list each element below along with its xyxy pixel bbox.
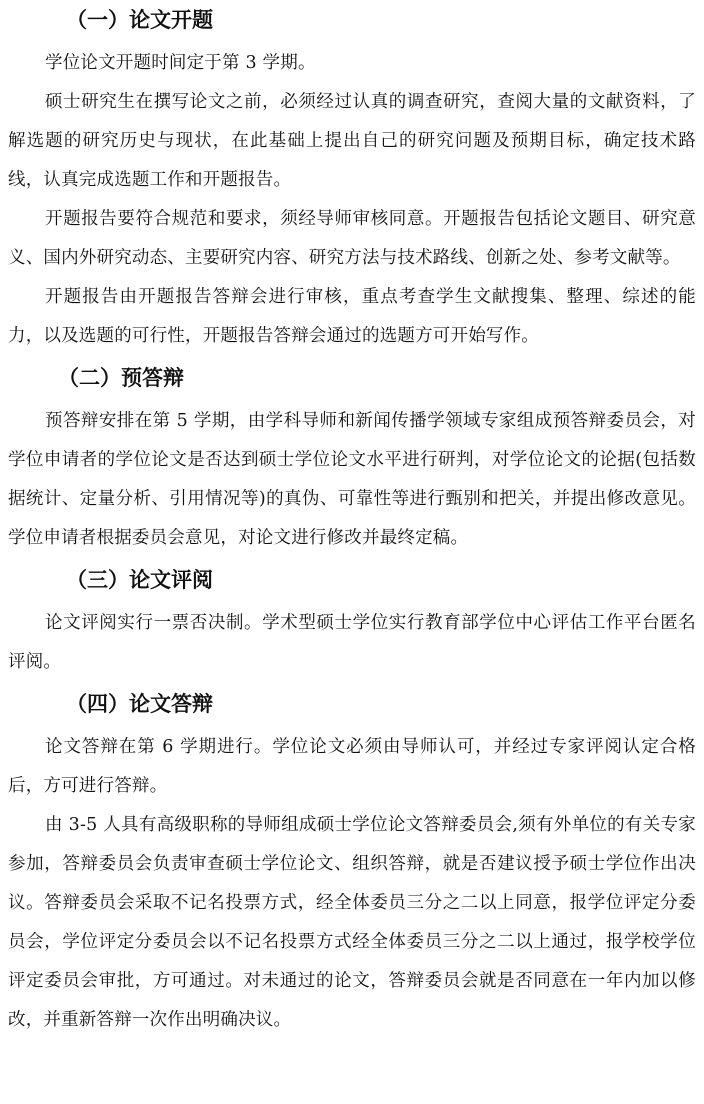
paragraph: 开题报告要符合规范和要求，须经导师审核同意。开题报告包括论文题目、研究意义、国内外研究动态、主要研究内容、研究方法与技术路线、创新之处、参考文献等。: [8, 209, 696, 268]
paragraph: 学位论文开题时间定于第 3 学期。: [45, 53, 316, 73]
section-heading-thesis-proposal: （一）论文开题: [66, 8, 213, 32]
section-heading-thesis-review: （三）论文评阅: [66, 568, 213, 592]
paragraph: 论文答辩在第 6 学期进行。学位论文必须由导师认可，并经过专家评阅认定合格后，方可进行答辩。: [8, 737, 696, 796]
section-heading-thesis-defense: （四）论文答辩: [66, 692, 213, 716]
paragraph: 论文评阅实行一票否决制。学术型硕士学位实行教育部学位中心评估工作平台匿名评阅。: [8, 613, 696, 672]
paragraph: 硕士研究生在撰写论文之前，必须经过认真的调查研究，查阅大量的文献资料，了解选题的研究历史与现状，在此基础上提出自己的研究问题及预期目标，确定技术路线，认真完成选题工作和开题报告。: [8, 92, 696, 190]
section-heading-pre-defense: （二）预答辩: [58, 366, 184, 390]
paragraph: 预答辩安排在第 5 学期，由学科导师和新闻传播学领域专家组成预答辩委员会，对学位申请者的学位论文是否达到硕士学位论文水平进行研判，对学位论文的论据(包括数据统计、定量分析、引用情况等)的真伪、可靠性等进行甄别和把关，并提出修改意见。学位申请者根据委员会意见，对论文进行修改并最终定稿。: [8, 411, 696, 548]
paragraph: 开题报告由开题报告答辩会进行审核，重点考查学生文献搜集、整理、综述的能力，以及选题的可行性，开题报告答辩会通过的选题方可开始写作。: [8, 287, 696, 346]
paragraph: 由 3-5 人具有高级职称的导师组成硕士学位论文答辩委员会,须有外单位的有关专家参加，答辩委员会负责审查硕士学位论文、组织答辩，就是否建议授予硕士学位作出决议。答辩委员会采取不记名投票方式，经全体委员三分之二以上同意，报学位评定分委员会，学位评定分委员会以不记名投票方式经全体委员三分之二以上通过，报学校学位评定委员会审批，方可通过。对未通过的论文，答辩委员会就是否同意在一年内加以修改，并重新答辩一次作出明确决议。: [8, 815, 696, 1030]
